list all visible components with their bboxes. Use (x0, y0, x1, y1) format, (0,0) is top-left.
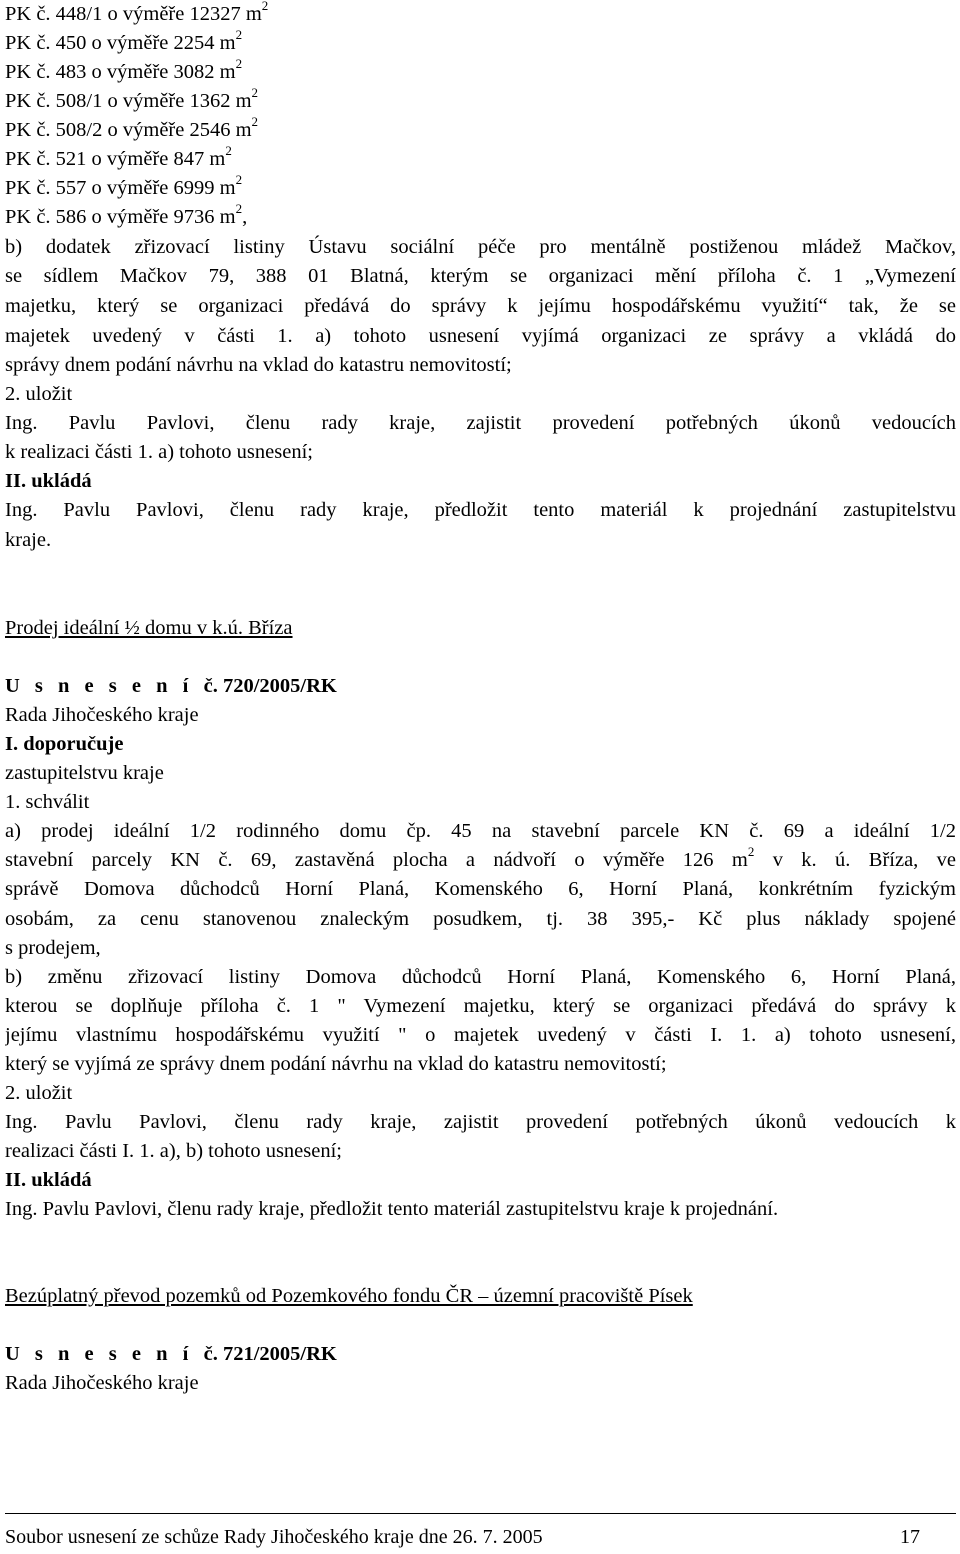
paragraph-line: osobám, za cenu stanovenou znaleckým posudkem, tj. 38 395,- Kč plus náklady spojené (5, 908, 956, 930)
footer-divider (5, 1513, 956, 1514)
resolution-number: U s n e s e n í č. 721/2005/RK (5, 1343, 337, 1365)
paragraph-line: b) dodatek zřizovací listiny Ústavu sociální péče pro mentálně postiženou mládež Mačkov, (5, 236, 956, 258)
parcel-line: PK č. 557 o výměře 6999 $m^2$ (5, 174, 243, 199)
point-heading: 2. uložit (5, 383, 73, 405)
parcel-line: PK č. 586 o výměře 9736 $m^2$, (5, 203, 248, 228)
point-heading: 2. uložit (5, 1082, 73, 1104)
paragraph-line: kterou se doplňuje příloha č. 1 " Vymezení majetku, který se organizaci předává do správy k (5, 995, 956, 1017)
page-number: 17 (900, 1526, 920, 1548)
paragraph-line: správě Domova důchodců Horní Planá, Komenského 6, Horní Planá, konkrétním fyzickým (5, 878, 956, 900)
paragraph-line: stavební parcely KN č. 69, zastavěná plocha a nádvoří o výměře 126 $m^2$ v k. ú. Bříza, ve (5, 846, 956, 871)
section-heading: I. doporučuje (5, 733, 124, 755)
section-title: Prodej ideální ½ domu v k.ú. Bříza (5, 617, 293, 639)
parcel-line: PK č. 508/1 o výměře 1362 $m^2$ (5, 87, 259, 112)
paragraph-line: zastupitelstvu kraje (5, 762, 164, 784)
paragraph-line: jejímu vlastnímu hospodářskému využití " o majetek uvedený v části I. 1. a) tohoto usnesení, (5, 1024, 956, 1046)
point-heading: 1. schválit (5, 791, 90, 813)
paragraph-line: realizaci části I. 1. a), b) tohoto usnesení; (5, 1140, 342, 1162)
section-title: Bezúplatný převod pozemků od Pozemkového fondu ČR – územní pracoviště Písek (5, 1285, 693, 1307)
paragraph-line: a) prodej ideální 1/2 rodinného domu čp. 45 na stavební parcele KN č. 69 a ideální 1/2 (5, 820, 956, 842)
paragraph-line: majetku, který se organizaci předává do správy k jejímu hospodářskému využití“ tak, že se (5, 295, 956, 317)
parcel-line: PK č. 483 o výměře 3082 $m^2$ (5, 58, 243, 83)
paragraph-line: kraje. (5, 529, 52, 551)
paragraph-line: který se vyjímá ze správy dnem podání návrhu na vklad do katastru nemovitostí; (5, 1053, 667, 1075)
council-name: Rada Jihočeského kraje (5, 1372, 199, 1394)
paragraph-line: Ing. Pavlu Pavlovi, členu rady kraje, zajistit provedení potřebných úkonů vedoucích (5, 412, 956, 434)
paragraph-line: se sídlem Mačkov 79, 388 01 Blatná, kterým se organizaci mění příloha č. 1 „Vymezení (5, 265, 956, 287)
paragraph-line: Ing. Pavlu Pavlovi, členu rady kraje, předložit tento materiál k projednání zastupitelstvu (5, 499, 956, 521)
page-footer (5, 1523, 920, 1551)
paragraph-line: majetek uvedený v části 1. a) tohoto usnesení vyjímá organizaci ze správy a vkládá do (5, 325, 956, 347)
footer-text: Soubor usnesení ze schůze Rady Jihočeského kraje dne 26. 7. 2005 (5, 1526, 543, 1548)
paragraph-line: b) změnu zřizovací listiny Domova důchodců Horní Planá, Komenského 6, Horní Planá, (5, 966, 956, 988)
section-heading: II. ukládá (5, 470, 92, 492)
paragraph-line: Ing. Pavlu Pavlovi, členu rady kraje, předložit tento materiál zastupitelstvu kraje k projednání. (5, 1198, 779, 1220)
resolution-number: U s n e s e n í č. 720/2005/RK (5, 675, 337, 697)
parcel-line: PK č. 521 o výměře 847 $m^2$ (5, 145, 232, 170)
parcel-line: PK č. 448/1 o výměře 12327 $m^2$ (5, 0, 269, 25)
paragraph-line: s prodejem, (5, 937, 101, 959)
council-name: Rada Jihočeského kraje (5, 704, 199, 726)
paragraph-line: Ing. Pavlu Pavlovi, členu rady kraje, zajistit provedení potřebných úkonů vedoucích k (5, 1111, 956, 1133)
paragraph-line: správy dnem podání návrhu na vklad do katastru nemovitostí; (5, 354, 512, 376)
paragraph-line: k realizaci části 1. a) tohoto usnesení; (5, 441, 313, 463)
parcel-line: PK č. 508/2 o výměře 2546 $m^2$ (5, 116, 259, 141)
parcel-line: PK č. 450 o výměře 2254 $m^2$ (5, 29, 243, 54)
section-heading: II. ukládá (5, 1169, 92, 1191)
